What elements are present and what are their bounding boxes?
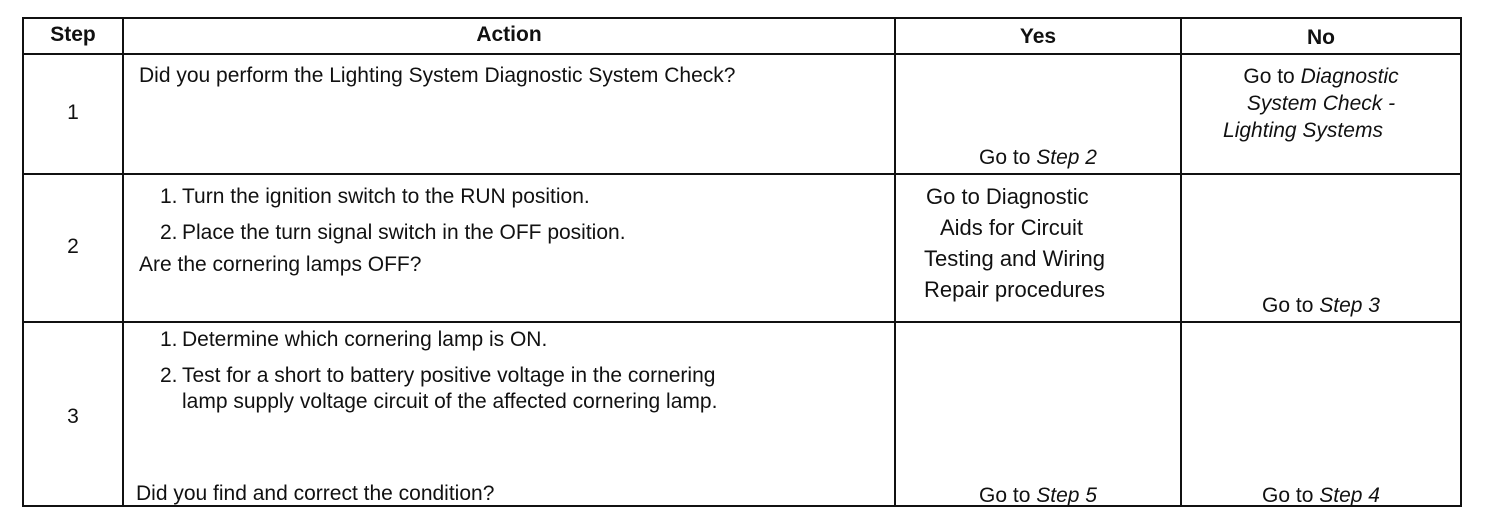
header-yes: Yes xyxy=(1019,25,1057,48)
yes-line-1: Go to Diagnostic xyxy=(926,184,1089,209)
step-item-number: 2. xyxy=(160,221,178,244)
action-step-item xyxy=(124,215,894,251)
action-question: Are the cornering lamps OFF? xyxy=(139,253,422,276)
no-outcome xyxy=(1182,483,1460,509)
action-step-item xyxy=(124,179,894,215)
step-number: 2 xyxy=(67,235,79,258)
yes-line-2: Aids for Circuit xyxy=(940,215,1084,240)
step-number: 1 xyxy=(67,101,79,124)
yes-outcome xyxy=(896,483,1180,509)
action-step-list xyxy=(124,327,894,415)
no-outcome-line-1 xyxy=(1182,63,1460,90)
step-item-text: Turn the ignition switch to the RUN position. xyxy=(182,185,590,208)
no-link-line-1[interactable]: Diagnostic xyxy=(1300,65,1399,88)
header-no: No xyxy=(1307,26,1335,49)
yes-step-link[interactable]: Step 5 xyxy=(1036,484,1097,507)
yes-line-3: Testing and Wiring xyxy=(924,246,1105,271)
no-outcome-line-2 xyxy=(1182,90,1460,117)
no-link-line-2[interactable]: System Check - xyxy=(1246,92,1396,115)
no-prefix: Go to xyxy=(1243,65,1301,88)
yes-step-link[interactable]: Step 2 xyxy=(1036,146,1097,169)
action-step-list xyxy=(124,179,894,251)
row-divider-1 xyxy=(24,173,1460,175)
action-question: Did you find and correct the condition? xyxy=(136,482,495,505)
action-step-item xyxy=(124,363,894,415)
step-item-text-line-1: Test for a short to battery positive voltage in the cornering xyxy=(182,364,716,387)
action-steps xyxy=(124,327,894,415)
yes-outcome xyxy=(896,181,1180,305)
step-item-number: 2. xyxy=(160,364,178,387)
action-question: Did you perform the Lighting System Diagnostic System Check? xyxy=(139,64,736,87)
yes-prefix: Go to xyxy=(979,146,1037,169)
action-step-item xyxy=(124,327,894,353)
header-action: Action xyxy=(476,23,542,46)
no-step-link[interactable]: Step 4 xyxy=(1319,484,1380,507)
step-item-number: 1. xyxy=(160,328,178,351)
yes-outcome xyxy=(896,145,1180,171)
step-item-text: Determine which cornering lamp is ON. xyxy=(182,328,548,351)
no-outcome xyxy=(1182,63,1460,144)
no-outcome xyxy=(1182,293,1460,319)
column-divider-step xyxy=(122,19,124,505)
step-item-number: 1. xyxy=(160,185,178,208)
step-item-text-line-2: lamp supply voltage circuit of the affected cornering lamp. xyxy=(182,390,718,413)
step-number: 3 xyxy=(67,405,79,428)
header-step: Step xyxy=(50,23,96,46)
diagnostic-table xyxy=(22,17,1462,507)
step-item-text: Place the turn signal switch in the OFF position. xyxy=(182,221,626,244)
yes-prefix: Go to xyxy=(979,484,1037,507)
no-prefix: Go to xyxy=(1262,484,1320,507)
no-step-link[interactable]: Step 3 xyxy=(1319,294,1380,317)
header-divider xyxy=(24,53,1460,55)
no-prefix: Go to xyxy=(1262,294,1320,317)
no-outcome-line-3 xyxy=(1146,117,1460,144)
yes-line-4: Repair procedures xyxy=(924,277,1105,302)
no-link-line-3[interactable]: Lighting Systems xyxy=(1223,119,1383,142)
action-steps xyxy=(124,179,894,251)
row-divider-2 xyxy=(24,321,1460,323)
